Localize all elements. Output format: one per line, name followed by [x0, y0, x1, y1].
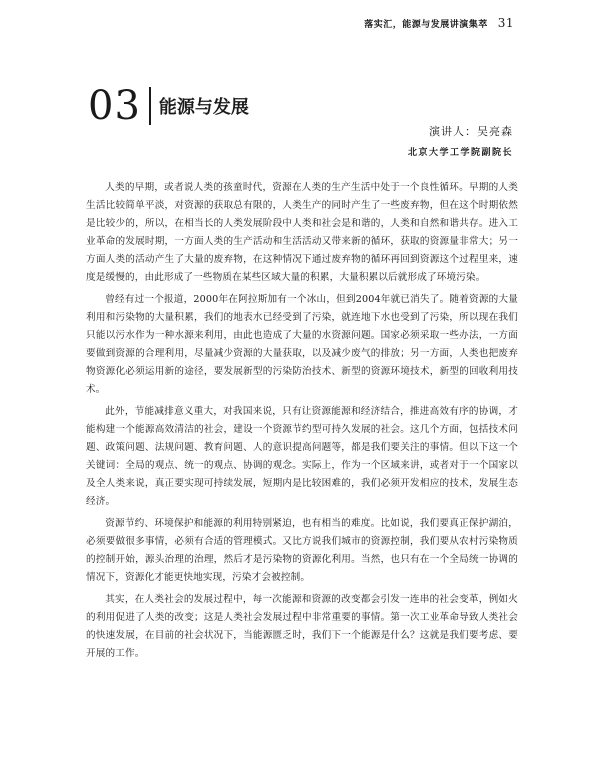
paragraph-4: 资源节约、环境保护和能源的利用特别紧迫，也有相当的难度。比如说，我们要真正保护湖泊，必须要做很多事情，必须有合适的管理模式。又比方说我们城市的资源控制，我们要从农村污染物质的控制开始，源头治理的治理，然后才是污染物的资源化利用。当然，也只有在一个全局统一协调的情况下，资源化才能更快地实现，污染才会被控制。	[86, 518, 518, 583]
paragraph-3: 此外，节能减排意义重大，对我国来说，只有让资源能源和经济结合，推进高效有序的协调，才能构建一个能源高效清洁的社会，建设一个资源节约型可持久发展的社会。这几个方面，包括技术问题、政策问题、法规问题、教育问题、人的意识提高问题等，都是我们要关注的事情。但以下这一个关键词：全局的观点、统一的观点、协调的观念。实际上，作为一个区域来讲，或者对于一个国家以及全人类来说，真正要实现可持续发展，短期内是比较困难的，我们必须开发相应的技术，发展生态经济。	[86, 406, 518, 507]
chapter-heading	[88, 83, 249, 129]
speaker-affiliation: 北京大学工学院副院长	[407, 148, 513, 158]
speaker-line: 演讲人：吴亮森	[429, 125, 513, 138]
chapter-divider	[149, 87, 151, 125]
paragraph-5: 其实，在人类社会的发展过程中，每一次能源和资源的改变都会引发一连串的社会变革，例如火的利用促进了人类的改变；这是人类社会发展过程中非常重要的事情。第一次工业革命导致人类社会的快速发展，在目前的社会状况下，当能源匮乏时，我们下一个能源是什么？这就是我们要考虑、要开展的工作。	[86, 594, 518, 659]
paragraph-2: 曾经有过一个报道，2000年在阿拉斯加有一个冰山，但到2004年就已消失了。随着资源的大量利用和污染物的大量积累，我们的地表水已经受到了污染，就连地下水也受到了污染，所以现在我们只能以污水作为一种水源来利用，由此也造成了大量的水资源问题。国家必须采取一些办法，一方面要做到资源的合理利用，尽量减少资源的大量获取，以及减少废气的排放；另一方面，人类也把废弃物资源化必须运用新的途径，要发展新型的污染防治技术、新型的资源环境技术，新型的回收利用技术。	[86, 294, 518, 395]
chapter-title: 能源与发展	[158, 97, 249, 118]
running-header	[364, 16, 514, 30]
running-title: 落实汇，能源与发展讲演集萃	[364, 20, 488, 30]
page-number: 31	[497, 16, 514, 30]
paragraph-1: 人类的早期，或者说人类的孩童时代，资源在人类的生产生活中处于一个良性循环。早期的人类生活比较简单平淡，对资源的获取总有限的，人类生产的同时产生了一些废弃物，但在这个时期依然是比较少的，所以，在相当长的人类发展阶段中人类和社会是和谐的，人类和自然和谐共存。进入工业革命的发展时期，一方面人类的生产活动和生活活动又带来新的循环，获取的资源量非常大；另一方面人类的活动产生了大量的废弃物，在这种情况下通过废弃物的循环再回到资源这个过程里来，速度是缓慢的，由此形成了一些物质在某些区域大量的积累，大量积累以后就形成了环境污染。	[86, 182, 518, 283]
body-text	[86, 179, 518, 667]
chapter-number: 03	[88, 83, 141, 129]
